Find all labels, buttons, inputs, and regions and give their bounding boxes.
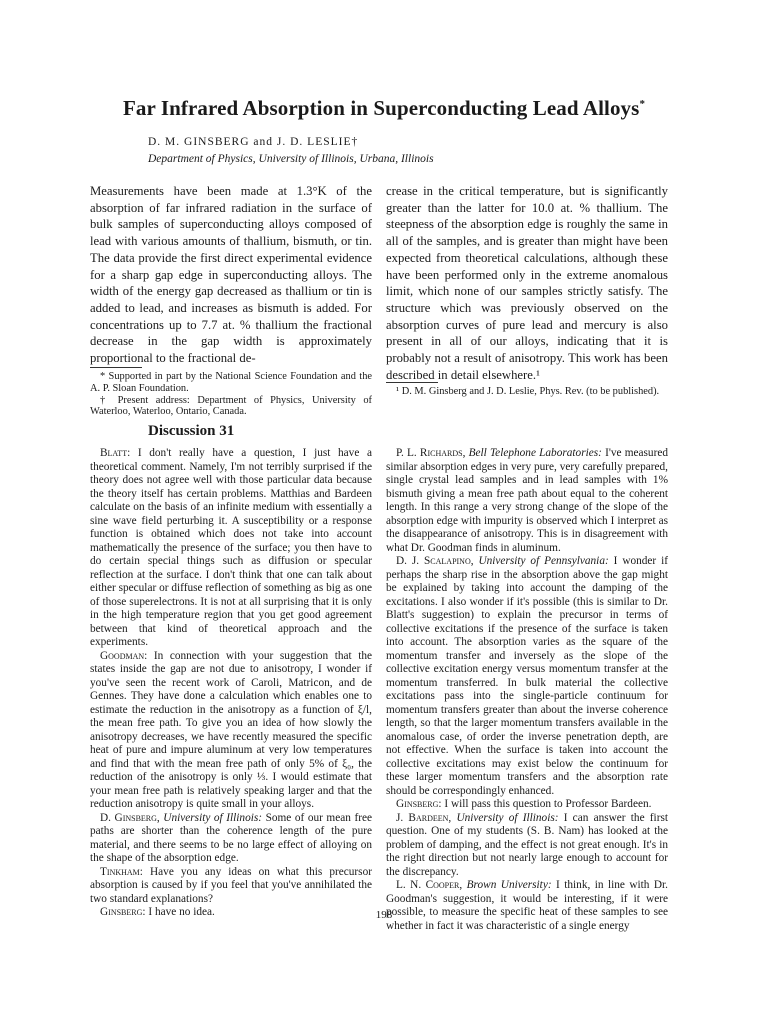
- discussion-paragraph: P. L. Richards, Bell Telephone Laboratories: I've measured similar absorption edges in very pure, very carefully prepared, single crystal lead samples and in lead samples with 1% bismuth giving a mean free path about equal to the coherent length. In this range a very strong change of the slope of the absorption edge with impurity is observed which I interpret as the disappearance of anisotropy. This is in disagreement with what Dr. Goodman finds in aluminum.: [386, 447, 668, 554]
- authors: D. M. GINSBERG and J. D. LESLIE†: [148, 136, 359, 148]
- abstract-text-right: crease in the critical temperature, but is significantly greater than the latter for 10.0 at. % thallium. The steepness of the absorption edge is roughly the same in all of the samples, and is greater than might have been expected from theoretical calculations, although these have been performed only in the extreme anomalous limit, which none of our samples strictly satisfy. The structure which was previously observed on the absorption curves of pure lead and mercury is also present in all of our alloys, indicating that it is probably not a result of anisotropy. This work has been described in detail elsewhere.¹: [386, 184, 668, 382]
- speaker-name: L. N. Cooper,: [396, 879, 463, 891]
- footnotes-right: [386, 382, 668, 398]
- discussion-paragraph: Ginsberg: I have no idea.: [100, 906, 215, 918]
- abstract-text-left: Measurements have been made at 1.3°K of the absorption of far infrared radiation in the surface of bulk samples of superconducting alloys composed of lead with various amounts of thallium, bismuth, or tin. The data provide the first direct experimental evidence for a sharp gap edge in superconducting alloys. The width of the energy gap decreased as thallium or tin is added to lead, and increases as bismuth is added. For concentrations up to 7.7 at. % thallium the fractional decrease in the gap width is approximately proportional to the fractional de-: [90, 184, 372, 366]
- paper-title: Far Infrared Absorption in Superconducting Lead Alloys*: [122, 96, 646, 120]
- speaker-name: D. Ginsberg,: [100, 811, 160, 824]
- discussion-paragraph: L. N. Cooper, Brown University: I think, in line with Dr. Goodman's suggestion, it would be interesting, if it were possible, to measure the specific heat of these samples to see whether in fact it was characteristic of a single energy: [386, 879, 668, 932]
- footnote: * Supported in part by the National Science Foundation and the A. P. Sloan Foundation.: [90, 371, 372, 394]
- discussion-right-column: [386, 447, 668, 933]
- discussion-paragraph: J. Bardeen, University of Illinois: I can answer the first question. One of my students (S. B. Nam) has looked at the problem of damping, and the effect is not great enough. It's in the right direction but not nearly large enough to account for the discrepancy.: [386, 811, 668, 878]
- speaker-name: Ginsberg:: [396, 798, 442, 810]
- discussion-paragraph: Blatt: I don't really have a question, I just have a theoretical comment. Namely, I'm not terribly surprised if the theory does not agree well with those particular data because the theory itself has certain problems. Matthias and Bardeen calculate on the basis of an infinite medium with essentially a sine wave field perturbing it. A susceptibility or a response function is obtained which does not take into account mathematically the presence of the surface; you then have to do certain special things such as diffusion or specular reflection at the surface. I don't think that one can talk about either specular or diffuse reflection of something as big as one of those superelectrons. It is not at all surprising that it is only in the high temperature region that you get good agreement between that kind of theoretical approach and the experiments.: [90, 447, 372, 648]
- footnotes-left: [90, 367, 372, 418]
- speaker-name: Ginsberg:: [100, 906, 146, 918]
- speaker-name: Goodman:: [100, 649, 148, 662]
- footnote: † Present address: Department of Physics, University of Waterloo, Waterloo, Ontario, Canada.: [90, 394, 372, 418]
- speaker-name: P. L. Richards,: [396, 447, 466, 459]
- discussion-paragraph: Goodman: In connection with your suggestion that the states inside the gap are not due to anisotropy, I wonder if you've seen the recent work of Caroli, Matricon, and de Gennes. They have done a calculation which enables one to estimate the reduction in the anisotropy as a function of ξ/l, the mean free path. To give you an idea of how slowly the anisotropy decreases, we have recently measured the specific heat of pure and impure aluminum at very low temperatures and find that with the mean free path of only 5% of ξ₀, the reduction of the anisotropy is only ⅓. I would estimate that your mean free path is relatively speaking larger and that the reduction anisotropy is quite small in your alloys.: [90, 649, 372, 810]
- footnote: ¹ D. M. Ginsberg and J. D. Leslie, Phys. Rev. (to be published).: [396, 386, 660, 397]
- abstract-right-column: [386, 183, 668, 383]
- discussion-left-column: [90, 447, 372, 920]
- abstract-left-column: [90, 183, 372, 367]
- speaker-name: Blatt:: [100, 447, 131, 459]
- affiliation: Department of Physics, University of Illinois, Urbana, Illinois: [148, 153, 434, 165]
- footnote-rule: [386, 382, 438, 383]
- speaker-name: Tinkham:: [100, 865, 143, 878]
- discussion-paragraph: Tinkham: Have you any ideas on what this precursor absorption is caused by if you feel that you've annihilated the two standard explanations?: [90, 865, 372, 905]
- discussion-paragraph: D. J. Scalapino, University of Pennsylvania: I wonder if perhaps the sharp rise in the absorption above the gap might be explained by taking into account the damping of the excitations. I also wonder if it's possible (this is similar to Dr. Blatt's suggestion) to explain the precursor in terms of collective excitations if the presence of the surface is taken into account. The absorption varies as the square of the momentum transfer and inversely as the slope of the collective excitation energy versus momentum transfer at the momentum transferred. In bulk material the collective excitations pass into the single-particle continuum for momentum transfers greater than about the inverse coherence length, so that the larger momentum transfers available in the anomalous case, of order the inverse penetration depth, are not effective. When the surface is taken into account the collective excitations may exist below the continuum for these larger momentum transfers and the absorption rate should be correspondingly enhanced.: [386, 555, 668, 797]
- speaker-name: J. Bardeen,: [396, 811, 452, 824]
- discussion-heading: Discussion 31: [148, 423, 235, 439]
- discussion-paragraph: D. Ginsberg, University of Illinois: Some of our mean free paths are shorter than the coherence length of the pure material, and there seems to be no large effect of alloying on the shape of the absorption edge.: [90, 811, 372, 864]
- footnote-rule: [90, 367, 142, 368]
- discussion-paragraph: Ginsberg: I will pass this question to Professor Bardeen.: [396, 798, 652, 810]
- page-number: 198: [375, 909, 393, 921]
- speaker-name: D. J. Scalapino,: [396, 555, 474, 567]
